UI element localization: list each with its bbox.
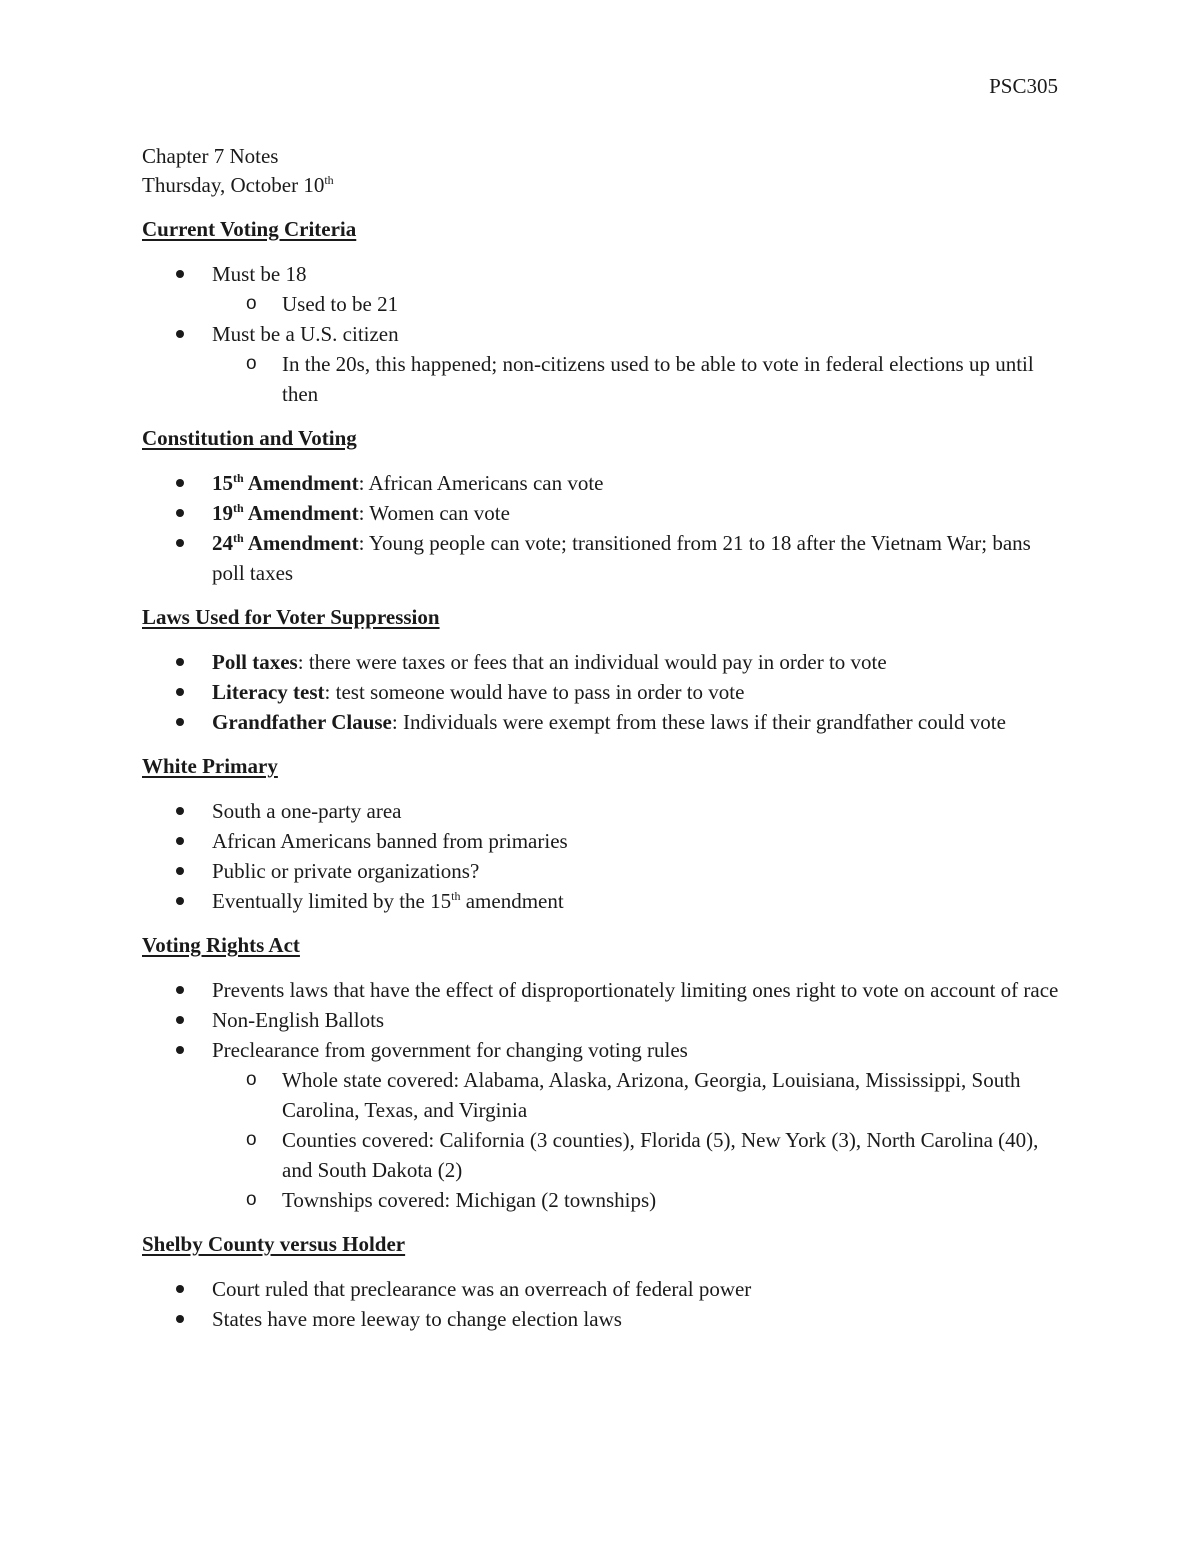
list-item: 15th Amendment: African Americans can vote [142,468,1060,498]
list-item: States have more leeway to change election laws [142,1304,1060,1334]
bullet-list [142,796,1060,916]
section-heading-constitution-and-voting: Constitution and Voting [142,426,357,450]
sub-bullet-list [212,1065,1060,1215]
section-heading-white-primary: White Primary [142,754,278,778]
list-item: Prevents laws that have the effect of disproportionately limiting ones right to vote on account of race [142,975,1060,1005]
course-code: PSC305 [989,74,1058,98]
bullet-icon [176,270,184,278]
section-heading-voting-rights-act: Voting Rights Act [142,933,300,957]
sub-list-item: o Whole state covered: Alabama, Alaska, Arizona, Georgia, Louisiana, Mississippi, South Carolina, Texas, and Virginia [212,1065,1060,1125]
sub-list-item: o In the 20s, this happened; non-citizens used to be able to vote in federal elections up until then [212,349,1060,409]
list-item: Literacy test: test someone would have to pass in order to vote [142,677,1060,707]
bullet-list [142,468,1060,588]
bullet-list [142,975,1060,1215]
list-item: 19th Amendment: Women can vote [142,498,1060,528]
list-item: Must be 18 o Used to be 21 [142,259,1060,319]
bullet-icon [176,867,184,875]
list-item: Must be a U.S. citizen o In the 20s, this happened; non-citizens used to be able to vote in federal elections up until then [142,319,1060,409]
circle-bullet-icon: o [246,1129,257,1150]
sub-bullet-list [212,289,1060,319]
bullet-icon [176,1046,184,1054]
list-item: Non-English Ballots [142,1005,1060,1035]
list-item: Public or private organizations? [142,856,1060,886]
bullet-icon [176,1016,184,1024]
bullet-icon [176,807,184,815]
section-heading-voter-suppression-laws: Laws Used for Voter Suppression [142,605,440,629]
bullet-icon [176,479,184,487]
circle-bullet-icon: o [246,1069,257,1090]
list-item: Poll taxes: there were taxes or fees that an individual would pay in order to vote [142,647,1060,677]
list-item: South a one-party area [142,796,1060,826]
bullet-icon [176,330,184,338]
bullet-icon [176,658,184,666]
list-item: African Americans banned from primaries [142,826,1060,856]
sub-list-item: o Townships covered: Michigan (2 townships) [212,1185,1060,1215]
sub-list-item: o Used to be 21 [212,289,1060,319]
bullet-list [142,259,1060,409]
list-item: Court ruled that preclearance was an overreach of federal power [142,1274,1060,1304]
sub-bullet-list [212,349,1060,409]
circle-bullet-icon: o [246,353,257,374]
bullet-icon [176,986,184,994]
list-item: Grandfather Clause: Individuals were exempt from these laws if their grandfather could vote [142,707,1060,737]
bullet-list [142,1274,1060,1334]
circle-bullet-icon: o [246,1189,257,1210]
bullet-icon [176,1315,184,1323]
bullet-icon [176,718,184,726]
notes-content [142,142,1060,1334]
list-item: Eventually limited by the 15th amendment [142,886,1060,916]
notes-date: Thursday, October 10th [142,173,334,197]
bullet-icon [176,897,184,905]
bullet-icon [176,688,184,696]
bullet-icon [176,509,184,517]
bullet-list [142,647,1060,737]
bullet-icon [176,837,184,845]
list-item: Preclearance from government for changing voting rules o Whole state covered: Alabama, Alaska, Arizona, Georgia, Louisiana, Mississippi, South Carolina, Texas, and Virginia o Counties covered: California (3 counties), Florida (5), New York (3), North Carolina (40), and South Dakota (2) o Townships covered: Michigan (2 townships) [142,1035,1060,1215]
bullet-icon [176,1285,184,1293]
notes-title: Chapter 7 Notes [142,144,279,168]
bullet-icon [176,539,184,547]
section-heading-current-voting-criteria: Current Voting Criteria [142,217,357,241]
list-item: 24th Amendment: Young people can vote; transitioned from 21 to 18 after the Vietnam War; bans poll taxes [142,528,1060,588]
circle-bullet-icon: o [246,293,257,314]
section-heading-shelby-county-versus-holder: Shelby County versus Holder [142,1232,406,1256]
sub-list-item: o Counties covered: California (3 counties), Florida (5), New York (3), North Carolina (40), and South Dakota (2) [212,1125,1060,1185]
